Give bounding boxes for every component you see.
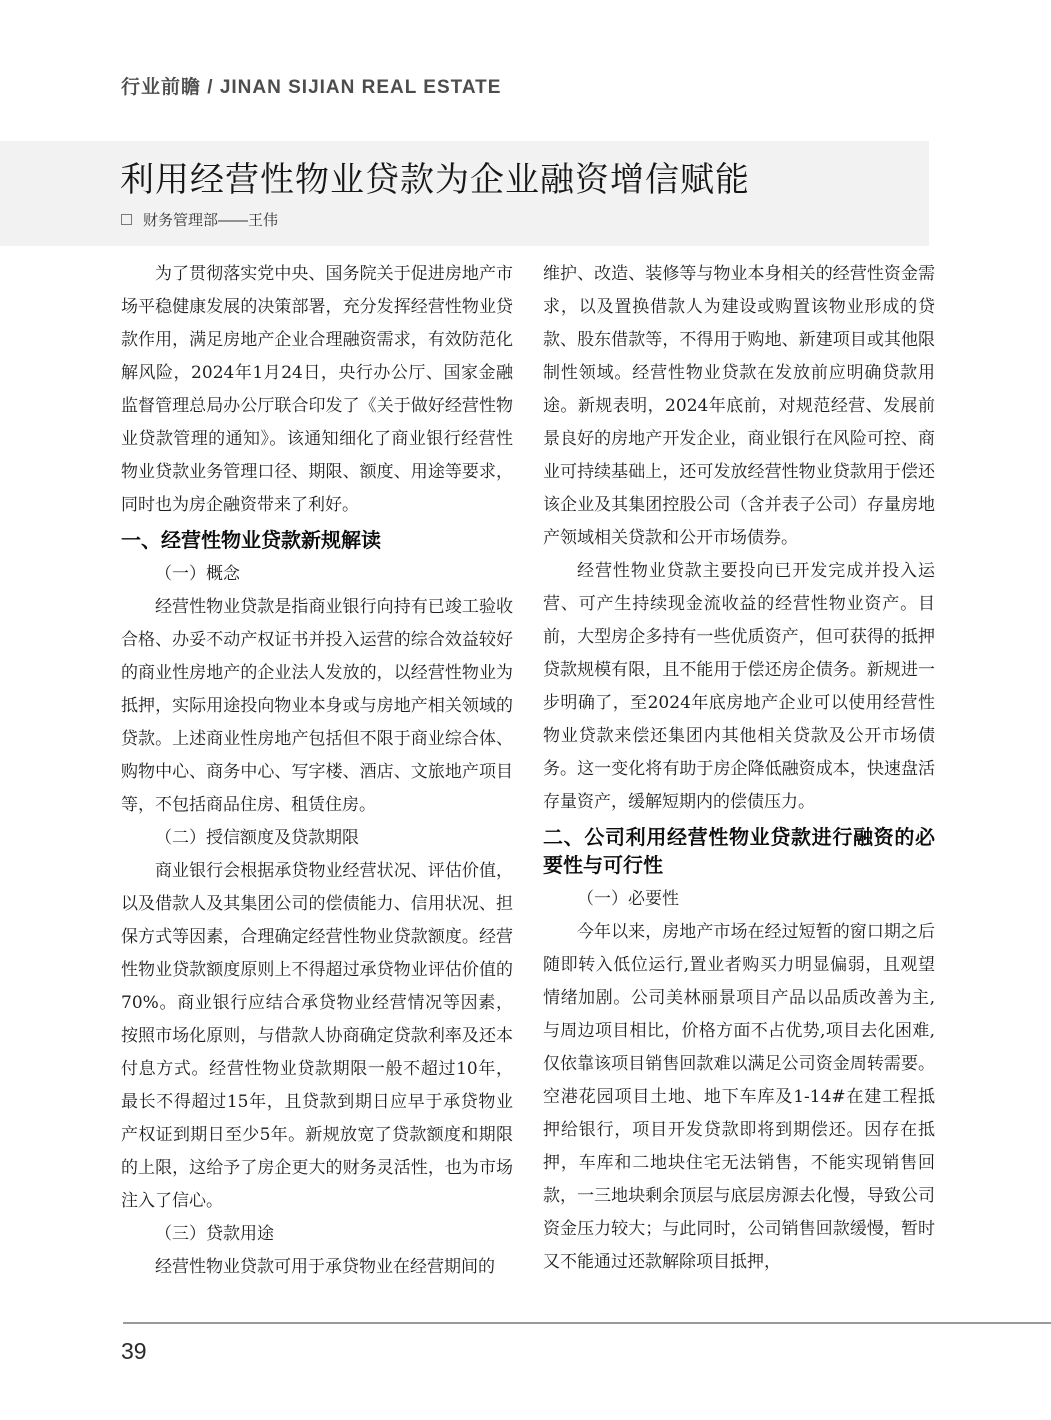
subsection-heading: （三）贷款用途 <box>155 1224 274 1244</box>
body-paragraph: 经营性物业贷款是指商业银行向持有已竣工验收合格、办妥不动产权证书并投入运营的综合效益较好的商业性房地产的企业法人发放的，以经营性物业为抵押，实际用途投向物业本身或与房地产相关领域的贷款。上述商业性房地产包括但不限于商业综合体、购物中心、商务中心、写字楼、酒店、文旅地产项目等，不包括商品住房、租赁住房。 <box>121 597 513 815</box>
page-number: 39 <box>121 1338 147 1364</box>
subsection-heading: （一）必要性 <box>577 889 679 909</box>
page-header: 行业前瞻 / JINAN SIJIAN REAL ESTATE <box>121 77 502 98</box>
right-column <box>543 258 935 1284</box>
left-column <box>121 258 513 1284</box>
section-heading: 二、公司利用经营性物业贷款进行融资的必要性与可行性 <box>543 827 935 877</box>
subsection-heading: （二）授信额度及贷款期限 <box>155 828 359 848</box>
body-paragraph: 维护、改造、装修等与物业本身相关的经营性资金需求，以及置换借款人为建设或购置该物业形成的贷款、股东借款等，不得用于购地、新建项目或其他限制性领域。经营性物业贷款在发放前应明确贷款用途。新规表明，2024年底前，对规范经营、发展前景良好的房地产开发企业，商业银行在风险可控、商业可持续基础上，还可发放经营性物业贷款用于偿还该企业及其集团控股公司（含并表子公司）存量房地产领域相关贷款和公开市场债券。 <box>543 264 935 548</box>
article-title: 利用经营性物业贷款为企业融资增信赋能 <box>120 161 750 199</box>
byline <box>121 209 278 230</box>
footer-divider <box>123 1322 1051 1324</box>
square-bullet-icon <box>121 214 132 225</box>
body-paragraph: 经营性物业贷款主要投向已开发完成并投入运营、可产生持续现金流收益的经营性物业资产。目前，大型房企多持有一些优质资产，但可获得的抵押贷款规模有限，且不能用于偿还房企债务。新规进一步明确了，至2024年底房地产企业可以使用经营性物业贷款来偿还集团内其他相关贷款及公开市场债务。这一变化将有助于房企降低融资成本，快速盘活存量资产，缓解短期内的偿债压力。 <box>543 561 935 812</box>
byline-text: 财务管理部——王伟 <box>143 212 279 229</box>
body-paragraph: 经营性物业贷款可用于承贷物业在经营期间的 <box>155 1257 495 1277</box>
body-paragraph: 商业银行会根据承贷物业经营状况、评估价值，以及借款人及其集团公司的偿债能力、信用状况、担保方式等因素，合理确定经营性物业贷款额度。经营性物业贷款额度原则上不得超过承贷物业评估价值的70%。商业银行应结合承贷物业经营情况等因素，按照市场化原则，与借款人协商确定贷款利率及还本付息方式。经营性物业贷款期限一般不超过10年，最长不得超过15年，且贷款到期日应早于承贷物业产权证到期日至少5年。新规放宽了贷款额度和期限的上限，这给予了房企更大的财务灵活性，也为市场注入了信心。 <box>121 861 513 1211</box>
body-paragraph: 今年以来，房地产市场在经过短暂的窗口期之后随即转入低位运行,置业者购买力明显偏弱，且观望情绪加剧。公司美林丽景项目产品以品质改善为主,与周边项目相比，价格方面不占优势,项目去化困难,仅依靠该项目销售回款难以满足公司资金周转需要。空港花园项目土地、地下车库及1-14#在建工程抵押给银行，项目开发贷款即将到期偿还。因存在抵押，车库和二地块住宅无法销售，不能实现销售回款，一三地块剩余顶层与底层房源去化慢，导致公司资金压力较大；与此同时，公司销售回款缓慢，暂时又不能通过还款解除项目抵押， <box>543 922 935 1272</box>
subsection-heading: （一）概念 <box>155 564 240 584</box>
article-body <box>121 258 935 1284</box>
section-heading: 一、经营性物业贷款新规解读 <box>121 530 381 552</box>
body-paragraph: 为了贯彻落实党中央、国务院关于促进房地产市场平稳健康发展的决策部署，充分发挥经营性物业贷款作用，满足房地产企业合理融资需求，有效防范化解风险，2024年1月24日，央行办公厅、国家金融监督管理总局办公厅联合印发了《关于做好经营性物业贷款管理的通知》。该通知细化了商业银行经营性物业贷款业务管理口径、期限、额度、用途等要求，同时也为房企融资带来了利好。 <box>121 264 513 515</box>
